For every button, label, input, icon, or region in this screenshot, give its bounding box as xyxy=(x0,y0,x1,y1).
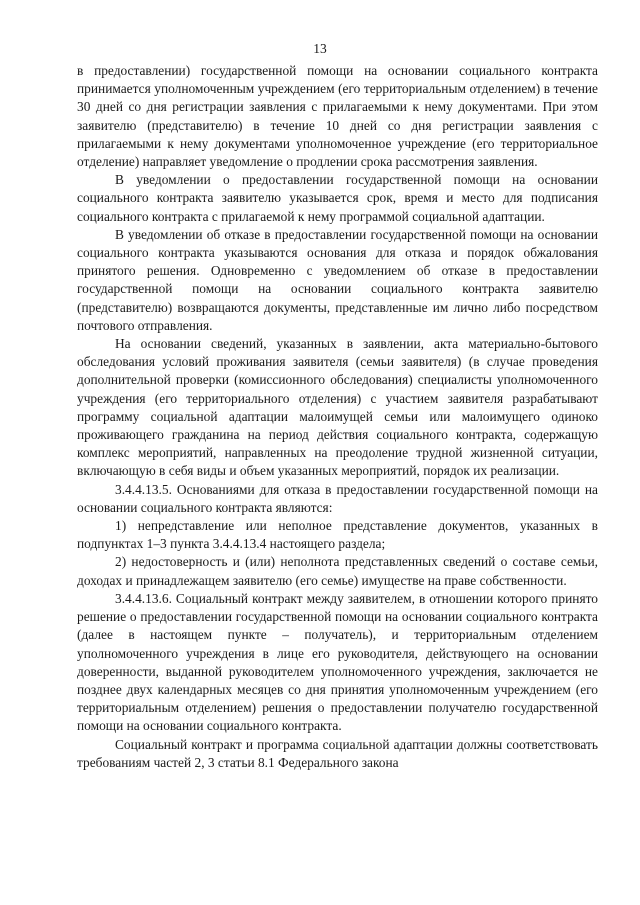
paragraph: 3.4.4.13.5. Основаниями для отказа в предоставлении государственной помощи на основании социального контракта являются: xyxy=(77,481,598,515)
paragraph: На основании сведений, указанных в заявлении, акта материально-бытового обследования условий проживания заявителя (семьи заявителя) (в случае проведения дополнительной проверки (комиссионного обследования) специалисты уполномоченного учреждения (его территориального отделения) с участием заявителя разрабатывают программу социальной адаптации малоимущей семьи или малоимущего одиноко проживающего гражданина на период действия социального контракта, содержащую комплекс мероприятий, направленных на преодоление трудной жизненной ситуации, включающую в себя виды и объем указанных мероприятий, порядок их реализации. xyxy=(77,336,598,479)
page-number: 13 xyxy=(313,41,327,56)
paragraph: 3.4.4.13.6. Социальный контракт между заявителем, в отношении которого принято решение о предоставлении государственной помощи на основании социального контракта (далее в настоящем пункте – получатель), и территориальным отделением уполномоченного учреждения в лице его руководителя, действующего на основании доверенности, выданной руководителем уполномоченного учреждения, заключается не позднее двух календарных месяцев со дня принятия уполномоченным учреждением (его территориальным отделением) решения о предоставлении получателю государственной помощи на основании социального контракта. xyxy=(77,590,598,734)
document-body xyxy=(77,62,598,772)
paragraph: 1) непредставление или неполное представление документов, указанных в подпунктах 1–3 пункта 3.4.4.13.4 настоящего раздела; xyxy=(77,518,598,552)
paragraph: в предоставлении) государственной помощи на основании социального контракта принимается уполномоченным учреждением (его территориальным отделением) в течение 30 дней со дня регистрации заявления с прилагаемыми к нему документами. При этом заявителю (представителю) в течение 10 дней со дня регистрации заявления с прилагаемыми к нему документами уполномоченное учреждение (его территориальное отделение) направляет уведомление о продлении срока рассмотрения заявления. xyxy=(77,63,598,170)
paragraph: 2) недостоверность и (или) неполнота представленных сведений о составе семьи, доходах и принадлежащем заявителю (его семье) имуществе на праве собственности. xyxy=(77,554,598,588)
paragraph: В уведомлении о предоставлении государственной помощи на основании социального контракта заявителю указывается срок, время и место для подписания социального контракта с прилагаемой к нему программой социальной адаптации. xyxy=(77,172,598,224)
paragraph: Социальный контракт и программа социальной адаптации должны соответствовать требованиям частей 2, 3 статьи 8.1 Федерального закона xyxy=(77,736,598,770)
paragraph: В уведомлении об отказе в предоставлении государственной помощи на основании социального контракта указываются основания для отказа и порядок обжалования принятого решения. Одновременно с уведомлением об отказе в предоставлении государственной помощи на основании социального контракта заявителю (представителю) возвращаются документы, представленные им лично либо посредством почтового отправления. xyxy=(77,226,598,333)
